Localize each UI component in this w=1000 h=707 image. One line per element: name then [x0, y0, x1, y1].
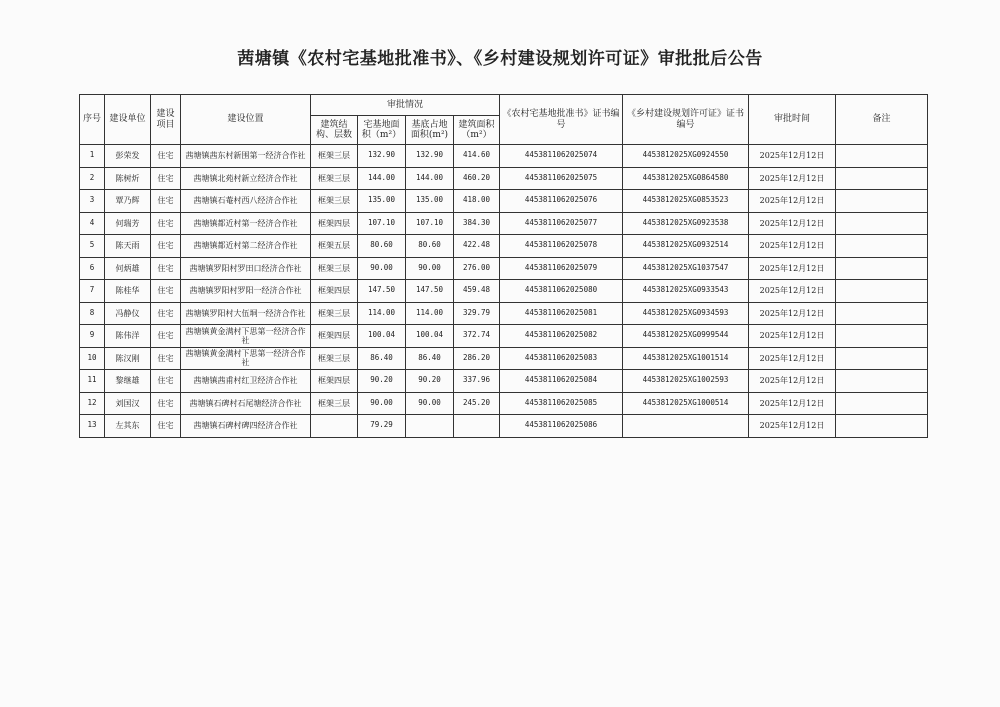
homestead-cert-no: 4453811062025078: [500, 235, 623, 258]
approval-date: 2025年12月12日: [749, 167, 836, 190]
applicant-name: 何瑞芳: [105, 212, 151, 235]
homestead-area: 135.00: [358, 190, 406, 213]
project-type: 住宅: [151, 370, 181, 393]
build-location: 茜塘镇黄金满村下思第一经济合作社: [181, 325, 311, 348]
homestead-area: 80.60: [358, 235, 406, 258]
project-type: 住宅: [151, 145, 181, 168]
row-number: 8: [80, 302, 105, 325]
building-area: 460.20: [454, 167, 500, 190]
header-project: 建设项目: [151, 95, 181, 145]
applicant-name: 陈天雨: [105, 235, 151, 258]
row-number: 5: [80, 235, 105, 258]
structure-floors: 框架三层: [311, 190, 358, 213]
applicant-name: 陈伟洋: [105, 325, 151, 348]
approval-date: 2025年12月12日: [749, 325, 836, 348]
homestead-area: 90.20: [358, 370, 406, 393]
build-location: 茜塘镇罗阳村罗阳一经济合作社: [181, 280, 311, 303]
building-area: 286.20: [454, 347, 500, 370]
homestead-cert-no: 4453811062025083: [500, 347, 623, 370]
base-area: 144.00: [406, 167, 454, 190]
approval-date: 2025年12月12日: [749, 190, 836, 213]
remark: [836, 280, 928, 303]
applicant-name: 黎继雄: [105, 370, 151, 393]
structure-floors: 框架三层: [311, 302, 358, 325]
row-number: 6: [80, 257, 105, 280]
build-location: 茜塘镇黄金满村下思第一经济合作社: [181, 347, 311, 370]
project-type: 住宅: [151, 302, 181, 325]
approval-date: 2025年12月12日: [749, 145, 836, 168]
base-area: 90.20: [406, 370, 454, 393]
approval-date: 2025年12月12日: [749, 212, 836, 235]
homestead-area: 147.50: [358, 280, 406, 303]
remark: [836, 190, 928, 213]
base-area: 114.00: [406, 302, 454, 325]
row-number: 13: [80, 415, 105, 438]
build-location: 茜塘镇石菴村西八经济合作社: [181, 190, 311, 213]
header-structure: 建筑结构、层数: [311, 116, 358, 145]
homestead-cert-no: 4453811062025080: [500, 280, 623, 303]
build-location: 茜塘镇罗阳村大伍垌一经济合作社: [181, 302, 311, 325]
planning-permit-no: 4453812025XG0934593: [623, 302, 749, 325]
homestead-area: 86.40: [358, 347, 406, 370]
project-type: 住宅: [151, 325, 181, 348]
structure-floors: 框架四层: [311, 280, 358, 303]
applicant-name: 陈树炘: [105, 167, 151, 190]
row-number: 7: [80, 280, 105, 303]
base-area: 135.00: [406, 190, 454, 213]
approval-date: 2025年12月12日: [749, 392, 836, 415]
build-location: 茜塘镇茜东村新围第一经济合作社: [181, 145, 311, 168]
applicant-name: 冯静仪: [105, 302, 151, 325]
homestead-cert-no: 4453811062025074: [500, 145, 623, 168]
base-area: 147.50: [406, 280, 454, 303]
base-area: 132.90: [406, 145, 454, 168]
header-cert-b: 《乡村建设规划许可证》证书编号: [623, 95, 749, 145]
header-remark: 备注: [836, 95, 928, 145]
project-type: 住宅: [151, 257, 181, 280]
building-area: 459.48: [454, 280, 500, 303]
structure-floors: 框架三层: [311, 347, 358, 370]
planning-permit-no: 4453812025XG0923538: [623, 212, 749, 235]
homestead-area: 79.29: [358, 415, 406, 438]
remark: [836, 145, 928, 168]
base-area: 100.04: [406, 325, 454, 348]
table-row: [80, 167, 928, 190]
approval-table: [79, 94, 928, 438]
approval-date: 2025年12月12日: [749, 257, 836, 280]
homestead-cert-no: 4453811062025085: [500, 392, 623, 415]
table-row: [80, 370, 928, 393]
structure-floors: 框架三层: [311, 145, 358, 168]
homestead-area: 144.00: [358, 167, 406, 190]
structure-floors: 框架四层: [311, 370, 358, 393]
homestead-area: 90.00: [358, 392, 406, 415]
table-row: [80, 392, 928, 415]
table-row: [80, 302, 928, 325]
row-number: 9: [80, 325, 105, 348]
base-area: [406, 415, 454, 438]
building-area: 245.20: [454, 392, 500, 415]
homestead-cert-no: 4453811062025086: [500, 415, 623, 438]
applicant-name: 左其东: [105, 415, 151, 438]
building-area: 276.00: [454, 257, 500, 280]
building-area: 422.48: [454, 235, 500, 258]
building-area: 372.74: [454, 325, 500, 348]
row-number: 11: [80, 370, 105, 393]
applicant-name: 陈汉刚: [105, 347, 151, 370]
approval-date: 2025年12月12日: [749, 370, 836, 393]
homestead-cert-no: 4453811062025076: [500, 190, 623, 213]
remark: [836, 257, 928, 280]
base-area: 90.00: [406, 392, 454, 415]
structure-floors: 框架三层: [311, 392, 358, 415]
row-number: 12: [80, 392, 105, 415]
build-location: 茜塘镇罗阳村罗田口经济合作社: [181, 257, 311, 280]
planning-permit-no: 4453812025XG0864580: [623, 167, 749, 190]
approval-date: 2025年12月12日: [749, 302, 836, 325]
building-area: 414.60: [454, 145, 500, 168]
table-row: [80, 257, 928, 280]
table-row: [80, 280, 928, 303]
project-type: 住宅: [151, 235, 181, 258]
header-building-area: 建筑面积（m²）: [454, 116, 500, 145]
remark: [836, 167, 928, 190]
planning-permit-no: 4453812025XG1000514: [623, 392, 749, 415]
build-location: 茜塘镇都近村第一经济合作社: [181, 212, 311, 235]
row-number: 4: [80, 212, 105, 235]
base-area: 107.10: [406, 212, 454, 235]
header-approval: 审批情况: [311, 95, 500, 116]
table-row: [80, 347, 928, 370]
planning-permit-no: [623, 415, 749, 438]
building-area: 337.96: [454, 370, 500, 393]
remark: [836, 415, 928, 438]
homestead-area: 100.04: [358, 325, 406, 348]
applicant-name: 刘国汉: [105, 392, 151, 415]
table-row: [80, 235, 928, 258]
structure-floors: 框架四层: [311, 325, 358, 348]
table-row: [80, 415, 928, 438]
header-base-area: 基底占地面积(m²): [406, 116, 454, 145]
remark: [836, 235, 928, 258]
build-location: 茜塘镇北苑村新立经济合作社: [181, 167, 311, 190]
page-title: 茜塘镇《农村宅基地批准书》、《乡村建设规划许可证》审批批后公告: [237, 49, 763, 69]
base-area: 86.40: [406, 347, 454, 370]
row-number: 10: [80, 347, 105, 370]
planning-permit-no: 4453812025XG0999544: [623, 325, 749, 348]
applicant-name: 彭荣发: [105, 145, 151, 168]
planning-permit-no: 4453812025XG1037547: [623, 257, 749, 280]
structure-floors: 框架三层: [311, 257, 358, 280]
build-location: 茜塘镇石碑村碑四经济合作社: [181, 415, 311, 438]
header-date: 审批时间: [749, 95, 836, 145]
homestead-cert-no: 4453811062025077: [500, 212, 623, 235]
project-type: 住宅: [151, 415, 181, 438]
applicant-name: 陈桂华: [105, 280, 151, 303]
remark: [836, 325, 928, 348]
project-type: 住宅: [151, 347, 181, 370]
structure-floors: 框架四层: [311, 212, 358, 235]
project-type: 住宅: [151, 167, 181, 190]
table-row: [80, 190, 928, 213]
row-number: 3: [80, 190, 105, 213]
project-type: 住宅: [151, 280, 181, 303]
homestead-area: 132.90: [358, 145, 406, 168]
applicant-name: 何炳雄: [105, 257, 151, 280]
structure-floors: 框架五层: [311, 235, 358, 258]
table-row: [80, 145, 928, 168]
building-area: 384.30: [454, 212, 500, 235]
building-area: 329.79: [454, 302, 500, 325]
approval-date: 2025年12月12日: [749, 280, 836, 303]
homestead-cert-no: 4453811062025079: [500, 257, 623, 280]
project-type: 住宅: [151, 392, 181, 415]
planning-permit-no: 4453812025XG0853523: [623, 190, 749, 213]
structure-floors: [311, 415, 358, 438]
project-type: 住宅: [151, 212, 181, 235]
homestead-area: 107.10: [358, 212, 406, 235]
homestead-cert-no: 4453811062025082: [500, 325, 623, 348]
remark: [836, 212, 928, 235]
structure-floors: 框架三层: [311, 167, 358, 190]
remark: [836, 302, 928, 325]
homestead-cert-no: 4453811062025084: [500, 370, 623, 393]
header-seq: 序号: [80, 95, 105, 145]
row-number: 2: [80, 167, 105, 190]
homestead-area: 90.00: [358, 257, 406, 280]
header-homestead-area: 宅基地面积（m²）: [358, 116, 406, 145]
header-unit: 建设单位: [105, 95, 151, 145]
applicant-name: 覃乃辉: [105, 190, 151, 213]
project-type: 住宅: [151, 190, 181, 213]
approval-date: 2025年12月12日: [749, 415, 836, 438]
planning-permit-no: 4453812025XG0924550: [623, 145, 749, 168]
homestead-cert-no: 4453811062025075: [500, 167, 623, 190]
approval-date: 2025年12月12日: [749, 235, 836, 258]
remark: [836, 347, 928, 370]
header-location: 建设位置: [181, 95, 311, 145]
approval-date: 2025年12月12日: [749, 347, 836, 370]
planning-permit-no: 4453812025XG1001514: [623, 347, 749, 370]
build-location: 茜塘镇石碑村石尾塘经济合作社: [181, 392, 311, 415]
building-area: 418.00: [454, 190, 500, 213]
remark: [836, 370, 928, 393]
table-row: [80, 325, 928, 348]
base-area: 90.00: [406, 257, 454, 280]
table-row: [80, 212, 928, 235]
remark: [836, 392, 928, 415]
build-location: 茜塘镇都近村第二经济合作社: [181, 235, 311, 258]
row-number: 1: [80, 145, 105, 168]
planning-permit-no: 4453812025XG0932514: [623, 235, 749, 258]
planning-permit-no: 4453812025XG0933543: [623, 280, 749, 303]
building-area: [454, 415, 500, 438]
planning-permit-no: 4453812025XG1002593: [623, 370, 749, 393]
homestead-area: 114.00: [358, 302, 406, 325]
base-area: 80.60: [406, 235, 454, 258]
build-location: 茜塘镇茜甫村红卫经济合作社: [181, 370, 311, 393]
header-cert-a: 《农村宅基地批准书》证书编号: [500, 95, 623, 145]
homestead-cert-no: 4453811062025081: [500, 302, 623, 325]
